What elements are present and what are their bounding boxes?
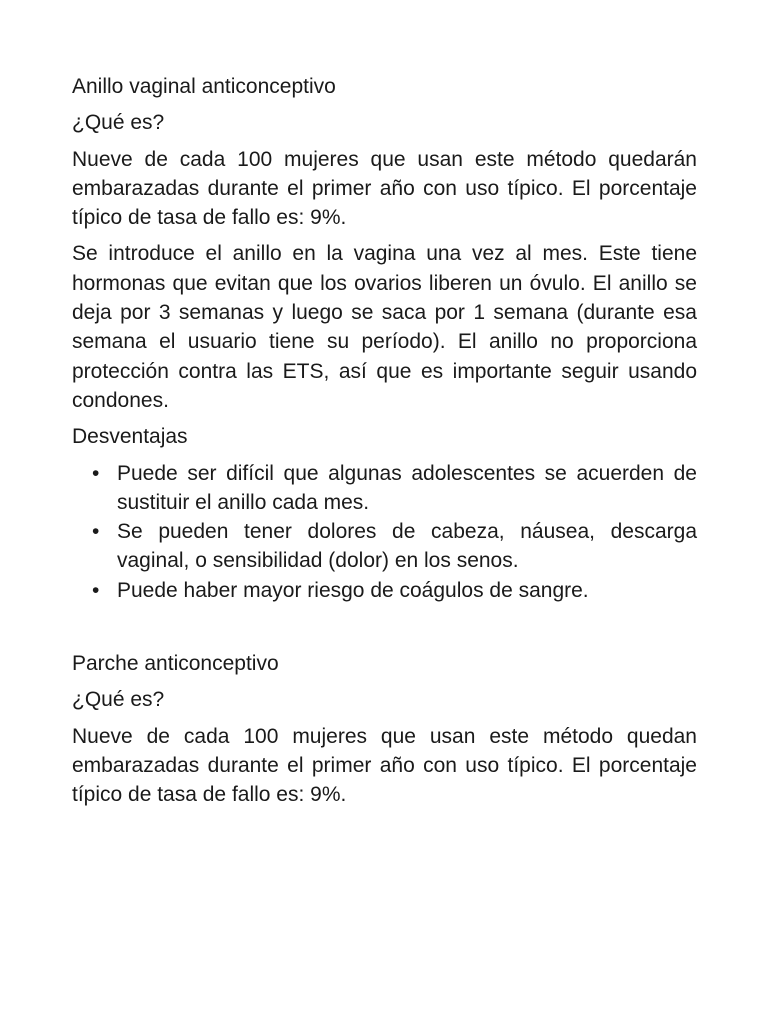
disadvantages-list	[72, 459, 697, 605]
bullet-icon: •	[92, 520, 100, 544]
bullet-icon: •	[92, 461, 100, 485]
paragraph: Nueve de cada 100 mujeres que usan este método quedarán embarazadas durante el primer año con uso típico. El porcentaje típico de tasa de fallo es: 9%.	[72, 147, 697, 230]
section-patch	[72, 649, 697, 809]
list-item-text: Se pueden tener dolores de cabeza, náusea, descarga vaginal, o sensibilidad (dolor) en los senos.	[117, 520, 697, 573]
paragraph: Se introduce el anillo en la vagina una vez al mes. Este tiene hormonas que evitan que los ovarios liberen un óvulo. El anillo se deja por 3 semanas y luego se saca por 1 semana (durante esa semana el usuario tiene su período). El anillo no proporciona protección contra las ETS, así que es importante seguir usando condones.	[72, 242, 697, 412]
section-spacer	[72, 605, 697, 649]
list-item	[72, 576, 697, 605]
section-subtitle: ¿Qué es?	[72, 111, 165, 135]
bullet-icon: •	[92, 578, 100, 602]
list-item-text: Puede ser difícil que algunas adolescentes se acuerden de sustituir el anillo cada mes.	[117, 461, 697, 514]
section-vaginal-ring	[72, 72, 697, 605]
list-item-text: Puede haber mayor riesgo de coágulos de sangre.	[117, 578, 589, 602]
list-title: Desventajas	[72, 425, 188, 449]
paragraph: Nueve de cada 100 mujeres que usan este método quedan embarazadas durante el primer año con uso típico. El porcentaje típico de tasa de fallo es: 9%.	[72, 724, 697, 807]
section-subtitle: ¿Qué es?	[72, 688, 165, 712]
list-item	[72, 517, 697, 576]
list-item	[72, 459, 697, 518]
section-title: Anillo vaginal anticonceptivo	[72, 75, 336, 98]
section-title: Parche anticonceptivo	[72, 652, 279, 676]
document-page	[72, 72, 697, 817]
